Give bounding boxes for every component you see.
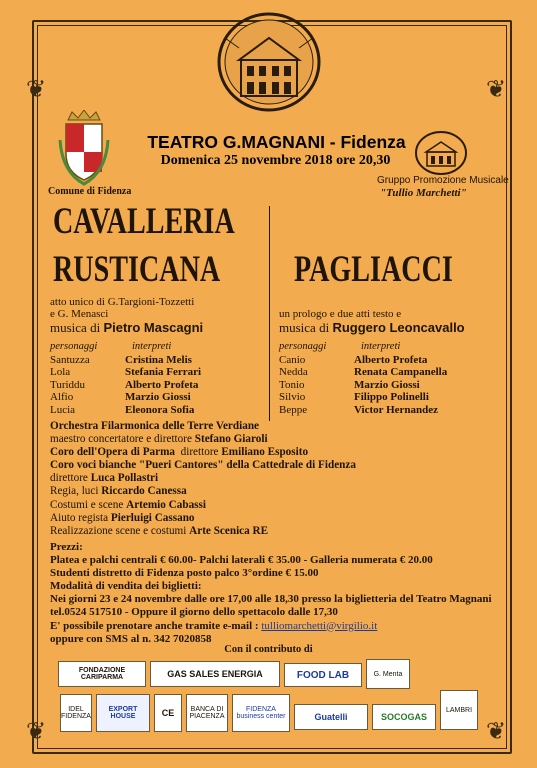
theatre-title: TEATRO G.MAGNANI - Fidenza [147,132,406,152]
cavalleria-composer: Pietro Mascagni [103,320,204,335]
cast-row [279,366,447,378]
corner-ornament-icon: ❦ [486,77,507,103]
cast-singer: Marzio Giossi [125,391,191,404]
cast-row [279,404,447,416]
cast-role: Silvio [279,391,306,404]
cast-row [279,354,447,366]
credit-name: Coro dell'Opera di Parma [50,446,176,459]
cast-role: Nedda [279,366,308,379]
email-link[interactable]: tulliomarchetti@virgilio.it [261,619,378,632]
credit-line [50,433,356,446]
cast-singer: Victor Hernandez [354,403,439,416]
cast-row [50,354,201,366]
pagliacci-col-personaggi: personaggi [279,341,327,352]
credit-label: direttore [50,472,91,485]
credit-line [50,485,356,498]
sponsor-logo-menta: G. Menta [366,659,410,689]
prices-line-6 [50,620,492,633]
credit-line [50,499,356,512]
cast-row [50,404,201,416]
prices-line-2: Studenti distretto di Fidenza posto palco 3°ordine € 15.00 [50,567,319,580]
credit-label: Costumi e scene [50,498,127,511]
gruppo-name: "Tullio Marchetti" [380,187,467,199]
credit-name: Emiliano Esposito [221,446,309,459]
cavalleria-col-interpreti: interpreti [132,341,172,352]
credit-line [50,420,356,433]
credit-name: Pierluigi Cassano [110,511,195,524]
cast-role: Tonio [279,378,305,391]
sponsor-logo-food-lab: FOOD LAB [284,663,362,687]
cast-singer: Eleonora Sofia [125,403,195,416]
sponsor-logo-gas-sales: GAS SALES ENERGIA [150,661,280,687]
cavalleria-title-line1: CAVALLERIA [53,201,235,242]
cavalleria-title-line2: RUSTICANA [53,249,221,290]
corner-ornament-icon: ❦ [26,719,47,745]
credit-label: direttore [175,446,222,459]
sponsor-logo-lambri: LAMBRI [440,690,478,730]
cavalleria-desc-line1: atto unico di G.Targioni-Tozzetti [50,296,195,308]
sponsor-logo-guatelli: Guatelli [294,704,368,730]
cast-row [279,391,447,403]
sponsors-heading: Con il contributo di [224,644,313,655]
cavalleria-col-personaggi: personaggi [50,341,98,352]
cast-singer: Alberto Profeta [125,378,199,391]
credit-name: Artemio Cabassi [126,498,206,511]
prices-line-4: Nei giorni 23 e 24 novembre dalle ore 17,00 alle 18,30 presso la biglietteria del Teatro Magnani [50,593,492,606]
cast-singer: Cristina Melis [125,354,192,366]
cast-singer: Filippo Polinelli [354,391,429,404]
prices-line-1: Platea e palchi centrali € 60.00- Palchi laterali € 35.00 - Galleria numerata € 20.00 [50,554,433,567]
credit-line [50,472,356,485]
theatre-medallion-icon [217,12,321,112]
pagliacci-composer: Ruggero Leoncavallo [332,320,465,335]
pagliacci-music-line [279,320,465,336]
cast-role: Alfio [50,391,74,404]
comune-label: Comune di Fidenza [48,186,132,197]
pagliacci-desc-line1: un prologo e due atti testo e [279,308,402,320]
event-date: Domenica 25 novembre 2018 ore 20,30 [160,153,391,168]
credit-name: Orchestra Filarmonica delle Terre Verdiane [50,420,260,432]
cast-singer: Stefania Ferrari [125,366,202,379]
pagliacci-col-interpreti: interpreti [361,341,401,352]
sponsor-logo-fidenza-business: FIDENZA business center [232,694,290,732]
credit-name: Luca Pollastri [90,472,159,485]
pagliacci-cast-list [279,354,447,416]
prices-heading: Prezzi: [50,541,83,553]
email-prefix: E' possibile prenotare anche tramite e-mail : [50,619,262,632]
cast-role: Canio [279,354,306,366]
cast-row [50,391,201,403]
credit-line [50,446,356,459]
cast-role: Lucia [50,403,76,416]
prices-line-5: tel.0524 517510 - Oppure il giorno dello spettacolo dalle 17,30 [50,606,338,619]
cast-singer: Renata Campanella [354,366,448,379]
corner-ornament-icon: ❦ [486,719,507,745]
credit-name: Riccardo Canessa [101,485,187,498]
sponsor-logo-socogas: SOCOGAS [372,704,436,730]
credit-line [50,512,356,525]
cast-role: Turiddu [50,378,86,391]
prices-line-3: Modalità di vendita dei biglietti: [50,580,202,593]
cavalleria-cast-list [50,354,201,416]
cast-role: Santuzza [50,354,90,366]
sponsor-logo-fondazione: FONDAZIONE CARIPARMA [58,661,146,687]
corner-ornament-icon: ❦ [26,77,47,103]
prices-section [50,541,492,646]
credit-line [50,525,356,538]
sponsor-logo-ce: CE [154,694,182,732]
cast-row [50,366,201,378]
cast-singer: Alberto Profeta [354,354,428,366]
credit-label: Aiuto regista [50,511,111,524]
credit-label: Realizzazione scene e costumi [50,524,190,537]
music-prefix: musica di [279,320,330,335]
cast-role: Beppe [279,403,308,416]
credit-name: Stefano Giaroli [194,433,268,446]
music-prefix: musica di [50,320,101,335]
credit-label: maestro concertatore e direttore [50,433,195,446]
credit-line [50,459,356,472]
credits-list [50,420,356,538]
cast-row [279,379,447,391]
sponsor-logo-idel: IDEL FIDENZA [60,694,92,732]
credit-label: Regia, luci [50,485,102,498]
sponsor-logo-export-house: EXPORT HOUSE [96,694,150,732]
gruppo-label: Gruppo Promozione Musicale [377,175,509,186]
credit-name: Coro voci bianche "Pueri Cantores" della Cattedrale di Fidenza [50,459,356,472]
credit-name: Arte Scenica RE [189,524,269,537]
cast-singer: Marzio Giossi [354,378,420,391]
cast-row [50,379,201,391]
prices-line-7: oppure con SMS al n. 342 7020858 [50,632,212,645]
sponsor-logo-banca-piacenza: BANCA DI PIACENZA [186,694,228,732]
cavalleria-music-line [50,320,203,336]
pagliacci-title: PAGLIACCI [294,249,453,290]
opera-divider [269,206,270,421]
cast-role: Lola [50,366,71,379]
cavalleria-desc-line2: e G. Menasci [50,308,109,320]
